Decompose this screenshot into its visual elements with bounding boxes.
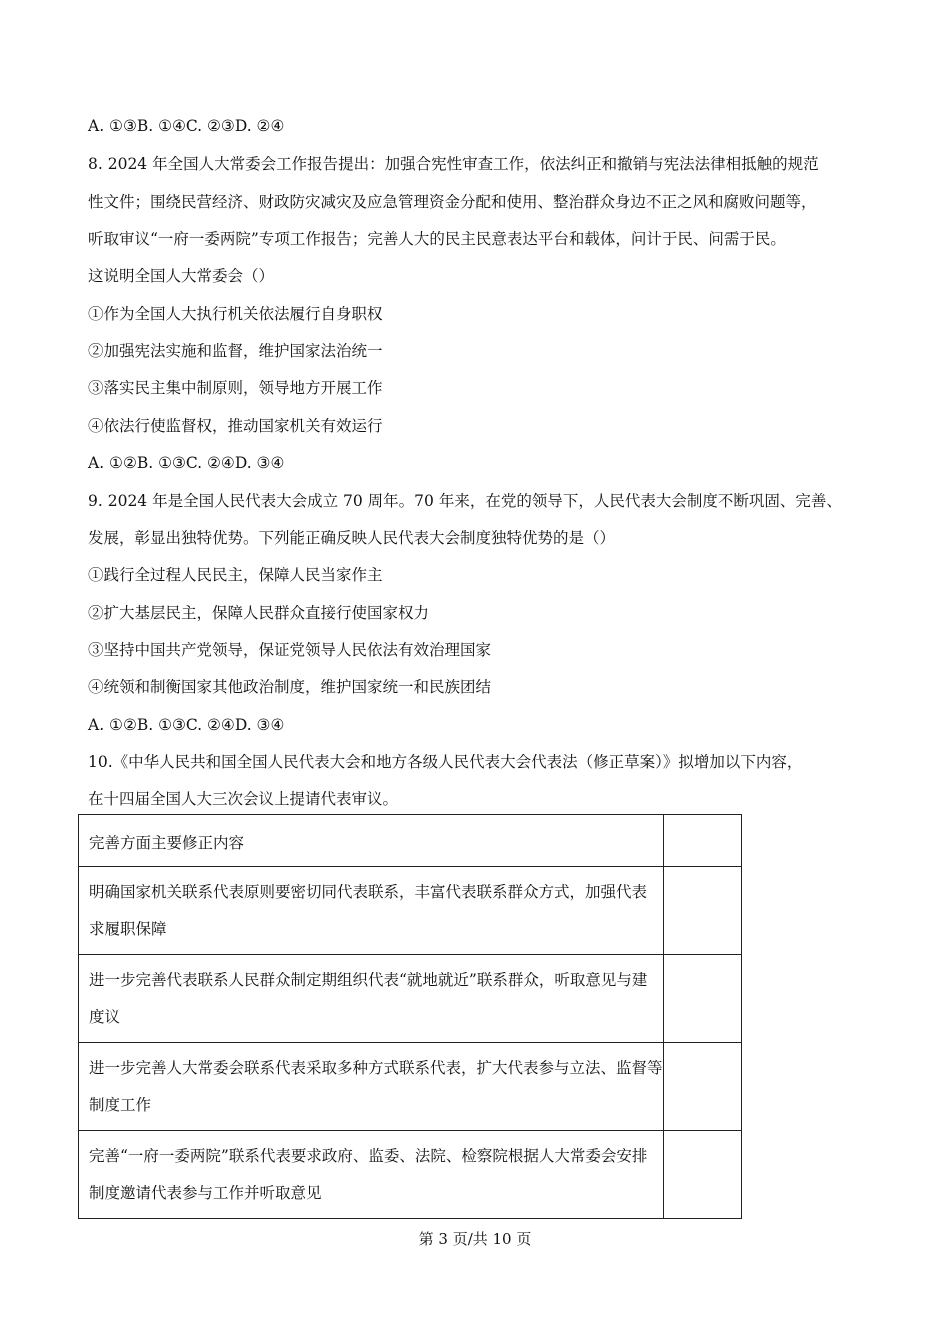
q10-stem-line-1: 10.《中华人民共和国全国人民代表大会和地方各级人民代表大会代表法（修正草案）》拟增加以下内容， <box>88 753 803 771</box>
row-text <box>79 955 663 1036</box>
row-line-1: 进一步完善代表联系人民群众制定期组织代表“就地就近”联系群众，听取意见与建 <box>89 971 648 989</box>
q9-item-2: ②扩大基层民主，保障人民群众直接行使国家权力 <box>88 604 430 622</box>
row-text <box>79 867 663 948</box>
table-row <box>79 867 742 955</box>
q9-item-4: ④统领和制衡国家其他政治制度，维护国家统一和民族团结 <box>88 678 492 696</box>
row-text <box>79 1043 663 1124</box>
row-line-2: 制度邀请代表参与工作并听取意见 <box>89 1184 322 1202</box>
row-text <box>79 1131 663 1212</box>
row-line-1: 明确国家机关联系代表原则要密切同代表联系，丰富代表联系群众方式，加强代表 <box>89 883 648 901</box>
q8-stem-line-3: 听取审议“一府一委两院”专项工作报告；完善人大的民主民意表达平台和载体，问计于民、问需于民。 <box>88 230 786 248</box>
q8-item-1: ①作为全国人大执行机关依法履行自身职权 <box>88 305 383 323</box>
q9-stem-line-2: 发展，彰显出独特优势。下列能正确反映人民代表大会制度独特优势的是（） <box>88 529 616 547</box>
page-footer: 第 3 页/共 10 页 <box>418 1230 532 1248</box>
table-row <box>79 1043 742 1131</box>
table-cell-content <box>663 1043 741 1131</box>
row-line-2: 求履职保障 <box>89 920 167 938</box>
q8-item-2: ②加强宪法实施和监督，维护国家法治统一 <box>88 342 383 360</box>
revision-table <box>78 814 742 1219</box>
table-cell-content <box>663 1131 741 1219</box>
q8-stem-line-1: 8. 2024 年全国人大常委会工作报告提出：加强合宪性审查工作，依法纠正和撤销与宪法法律相抵触的规范 <box>88 155 819 173</box>
table-cell-aspect <box>79 1043 664 1131</box>
row-line-1: 进一步完善人大常委会联系代表采取多种方式联系代表，扩大代表参与立法、监督等 <box>89 1059 663 1077</box>
q8-item-3: ③落实民主集中制原则，领导地方开展工作 <box>88 379 383 397</box>
table-row <box>79 955 742 1043</box>
table-cell-aspect <box>79 867 664 955</box>
q9-options: A. ①②B. ①③C. ②④D. ③④ <box>88 716 285 734</box>
q8-item-4: ④依法行使监督权，推动国家机关有效运行 <box>88 417 383 435</box>
q8-stem-line-4: 这说明全国人大常委会（） <box>88 267 275 285</box>
table-cell-aspect <box>79 955 664 1043</box>
table-header-row <box>79 815 742 867</box>
header-text: 完善方面主要修正内容 <box>89 834 245 852</box>
row-line-2: 制度工作 <box>89 1096 152 1114</box>
table-cell-content <box>663 955 741 1043</box>
q7-options: A. ①③B. ①④C. ②③D. ②④ <box>88 117 285 135</box>
q9-stem-line-1: 9. 2024 年是全国人民代表大会成立 70 周年。70 年来，在党的领导下，人民代表大会制度不断巩固、完善、 <box>88 492 842 510</box>
q9-item-3: ③坚持中国共产党领导，保证党领导人民依法有效治理国家 <box>88 641 492 659</box>
table-header-cell-empty <box>663 815 741 867</box>
row-line-1: 完善“一府一委两院”联系代表要求政府、监委、法院、检察院根据人大常委会安排 <box>89 1147 648 1165</box>
table-header-cell <box>79 815 664 867</box>
q8-stem-line-2: 性文件；围绕民营经济、财政防灾减灾及应急管理资金分配和使用、整治群众身边不正之风和腐败问题等， <box>88 193 817 211</box>
q9-item-1: ①践行全过程人民民主，保障人民当家作主 <box>88 566 383 584</box>
table-row <box>79 1131 742 1219</box>
q8-options: A. ①②B. ①③C. ②④D. ③④ <box>88 454 285 472</box>
row-line-2: 度议 <box>89 1008 121 1026</box>
table-cell-aspect <box>79 1131 664 1219</box>
q10-stem-line-2: 在十四届全国人大三次会议上提请代表审议。 <box>88 790 399 808</box>
table-cell-content <box>663 867 741 955</box>
